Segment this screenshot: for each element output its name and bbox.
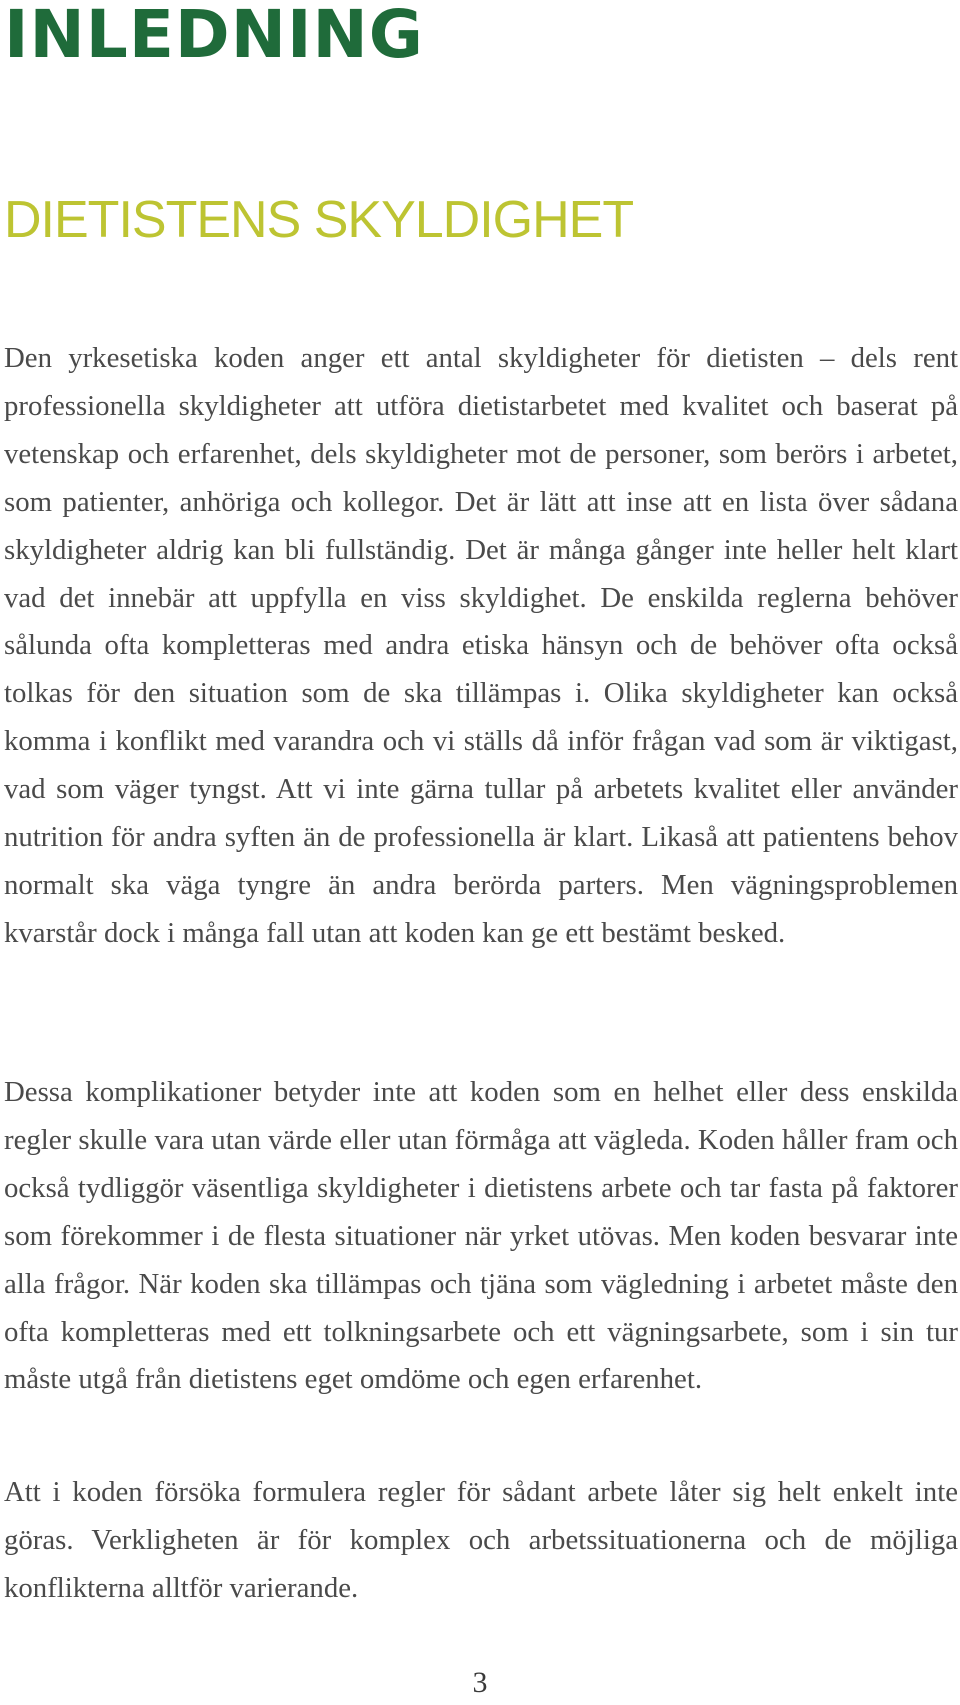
page-title: INLEDNING [4,0,424,73]
paragraph-2-block [4,1069,958,1404]
paragraph: Den yrkesetiska koden anger ett antal skyldigheter för dietisten – dels rent professionella skyldigheter att utföra dietistarbetet med kvalitet och baserat på vetenskap och erfarenhet, dels skyldigheter mot de personer, som berörs i arbetet, som patienter, anhöriga och kollegor. Det är lätt att inse att en lista över sådana skyldigheter aldrig kan bli fullständig. Det är många gånger inte heller helt klart vad det innebär att uppfylla en viss skyldighet. De enskilda reglerna behöver sålunda ofta kompletteras med andra etiska hänsyn och de behöver ofta också tolkas för den situation som de ska tillämpas i. Olika skyldigheter kan också komma i konflikt med varandra och vi ställs då inför frågan vad som är viktigast, vad som väger tyngst. Att vi inte gärna tullar på arbetets kvalitet eller använder nutrition för andra syften än de professionella är klart. Likaså att patientens behov normalt ska väga tyngre än andra berörda parters. Men vägningsproblemen kvarstår dock i många fall utan att koden kan ge ett bestämt besked. [4,342,958,949]
paragraph-1-block [4,335,958,958]
paragraph-3-block [4,1469,958,1613]
paragraph: Dessa komplikationer betyder inte att koden som en helhet eller dess enskilda regler skulle vara utan värde eller utan förmåga att vägleda. Koden håller fram och också tydliggör väsentliga skyldigheter i dietistens arbete och tar fasta på faktorer som förekommer i de flesta situationer när yrket utövas. Men koden besvarar inte alla frågor. När koden ska tillämpas och tjäna som vägledning i arbetet måste den ofta kompletteras med ett tolkningsarbete och ett vägningsarbete, som i sin tur måste utgå från dietistens eget omdöme och egen erfarenhet. [4,1076,958,1396]
section-title: DIETISTENS SKYLDIGHET [4,191,634,249]
paragraph: Att i koden försöka formulera regler för sådant arbete låter sig helt enkelt inte göras. Verkligheten är för komplex och arbetssituationerna och de möjliga konflikterna alltför varierande. [4,1476,958,1604]
page-number: 3 [472,1666,488,1699]
